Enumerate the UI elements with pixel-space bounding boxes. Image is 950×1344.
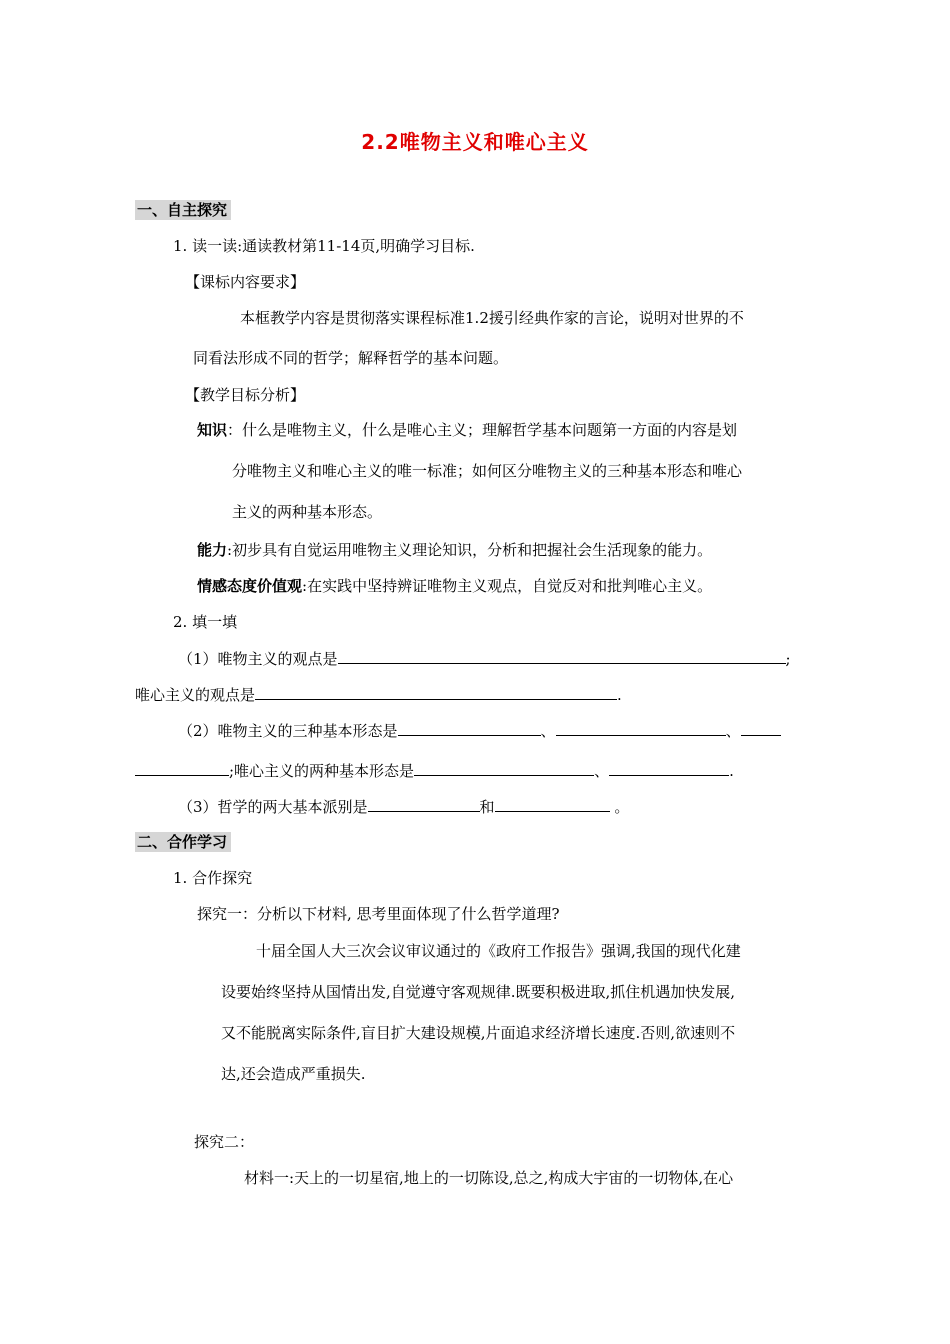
ability-goal [197,540,712,560]
section-heading-self-study: 一、自主探究 [135,200,231,220]
emotion-goal [197,576,712,596]
emotion-text: :在实践中坚持辨证唯物主义观点，自觉反对和批判唯心主义。 [302,577,713,595]
inquiry-1-line: 十届全国人大三次会议审议通过的《政府工作报告》强调,我国的现代化建 [256,942,741,960]
inquiry-1-line: 设要始终坚持从国情出发,自觉遵守客观规律.既要积极进取,抓住机遇加快发展, [221,983,736,1001]
answer-blank[interactable] [556,720,726,736]
curriculum-heading: 【课标内容要求】 [185,273,306,291]
section-heading-cooperative-study: 二、合作学习 [135,832,231,852]
knowledge-text-line: 分唯物主义和唯心主义的唯一标准；如何区分唯物主义的三种基本形态和唯心 [232,462,743,480]
question-2b-text: ;唯心主义的两种基本形态是 [229,762,415,780]
answer-blank[interactable] [609,760,729,776]
punctuation: 、 [540,722,556,740]
question-1b [135,684,622,705]
answer-blank[interactable] [135,760,229,776]
inquiry-2-line: 材料一:天上的一切星宿,地上的一切陈设,总之,构成大宇宙的一切物体,在心 [244,1169,734,1187]
answer-blank[interactable] [414,760,594,776]
curriculum-text-line: 本框教学内容是贯彻落实课程标准1.2援引经典作家的言论，说明对世界的不 [240,309,744,327]
punctuation: . [617,686,622,704]
answer-blank[interactable] [495,796,610,812]
ability-text: :初步具有自觉运用唯物主义理论知识，分析和把握社会生活现象的能力。 [227,541,713,559]
question-2a-text: （2）唯物主义的三种基本形态是 [178,722,398,740]
punctuation: 、 [594,762,610,780]
question-2b [135,760,734,781]
question-3-text: （3）哲学的两大基本派别是 [178,798,368,816]
ability-label: 能力 [197,541,228,559]
inquiry-2-heading: 探究二： [194,1133,255,1151]
answer-blank[interactable] [255,684,617,700]
inquiry-1-line: 达,还会造成严重损失. [221,1065,366,1083]
answer-blank[interactable] [368,796,480,812]
goals-heading: 【教学目标分析】 [185,386,306,404]
answer-blank[interactable] [741,720,781,736]
question-3 [178,796,629,817]
knowledge-label: 知识 [197,421,228,439]
inquiry-1-heading: 探究一：分析以下材料, 思考里面体现了什么哲学道理? [197,905,560,923]
knowledge-goal [197,420,737,440]
answer-blank[interactable] [398,720,541,736]
conjunction: 和 [479,798,495,816]
punctuation: . [729,762,734,780]
knowledge-text-line: 主义的两种基本形态。 [232,503,383,521]
question-1a [178,648,791,669]
item-cooperate: 1. 合作探究 [173,869,253,887]
question-1b-text: 唯心主义的观点是 [135,686,256,704]
question-2a [178,720,781,741]
item-fill: 2. 填一填 [173,613,238,631]
page-title: 2.2唯物主义和唯心主义 [361,130,589,154]
punctuation: 。 [614,798,630,816]
question-1a-text: （1）唯物主义的观点是 [178,650,338,668]
inquiry-1-line: 又不能脱离实际条件,盲目扩大建设规模,片面追求经济增长速度.否则,欲速则不 [221,1024,736,1042]
knowledge-text: ：什么是唯物主义，什么是唯心主义；理解哲学基本问题第一方面的内容是划 [227,421,738,439]
answer-blank[interactable] [338,648,786,664]
punctuation: 、 [725,722,741,740]
emotion-label: 情感态度价值观 [197,577,303,595]
curriculum-text-line: 同看法形成不同的哲学；解释哲学的基本问题。 [193,349,509,367]
item-read: 1. 读一读:通读教材第11-14页,明确学习目标. [173,237,475,255]
punctuation: ; [785,650,791,668]
